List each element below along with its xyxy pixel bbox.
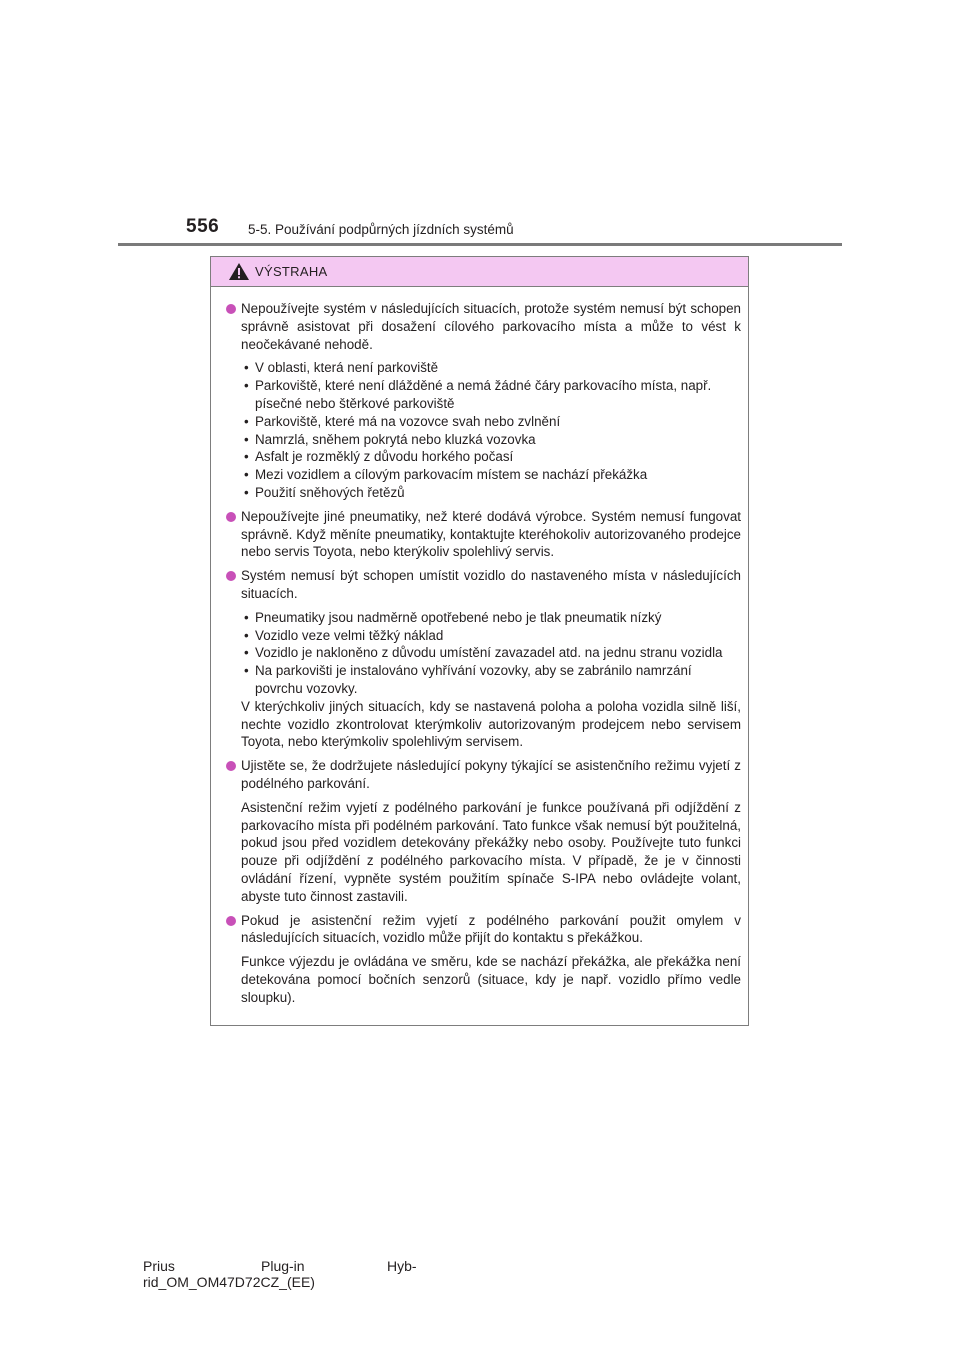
sub-item: • Použití sněhových řetězů <box>241 484 741 502</box>
sub-item: • Mezi vozidlem a cílovým parkovacím místem se nachází překážka <box>241 466 741 484</box>
warning-item <box>226 567 741 751</box>
sub-item: • Vozidlo je nakloněno z důvodu umístění zavazadel atd. na jednu stranu vozidla <box>241 644 741 662</box>
footer-word: Prius <box>143 1258 175 1274</box>
bullet-dot-icon <box>226 304 236 314</box>
bullet-dot-icon <box>226 761 236 771</box>
warning-triangle-icon <box>228 262 250 281</box>
warning-item-paragraph: Funkce výjezdu je ovládána ve směru, kde se nachází překážka, ale překážka není detekována pomocí bočních senzorů (situace, kdy je např. vozidlo přímo vedle sloupku). <box>241 954 741 1005</box>
bullet-dot-icon <box>226 571 236 581</box>
warning-item-text: Pokud je asistenční režim vyjetí z podélného parkování použit omylem v následujících situacích, vozidlo může přijít do kontaktu s překážkou. <box>241 912 741 946</box>
bullet-dot-icon <box>226 512 236 522</box>
sub-item: • Pneumatiky jsou nadměrně opotřebené nebo je tlak pneumatik nízký <box>241 609 741 627</box>
sub-item: • Parkoviště, které má na vozovce svah nebo zvlnění <box>241 413 741 431</box>
sub-item: • Na parkovišti je instalováno vyhřívání vozovky, aby se zabránilo namrzání povrchu vozovky. <box>241 662 741 698</box>
warning-item-text: Ujistěte se, že dodržujete následující pokyny týkající se asistenčního režimu vyjetí z podélného parkování. <box>241 758 741 791</box>
warning-item-text: Systém nemusí být schopen umístit vozidlo do nastaveného místa v následujících situacích. <box>241 568 741 601</box>
warning-item <box>226 912 741 1007</box>
warning-header <box>211 257 748 287</box>
warning-body <box>211 287 748 1006</box>
warning-item-note: V kterýchkoliv jiných situacích, kdy se nastavená poloha a poloha vozidla silně liší, nechte vozidlo zkontrolovat kterýmkoliv autorizovaným prodejcem nebo servisem Toyota, nebo kterýmkoliv spolehlivým servisem. <box>241 698 741 750</box>
footer-word: Plug-in <box>261 1258 305 1274</box>
section-title: 5-5. Používání podpůrných jízdních systémů <box>248 222 514 237</box>
page-number: 556 <box>186 216 220 237</box>
sub-item: • Namrzlá, sněhem pokrytá nebo kluzká vozovka <box>241 431 741 449</box>
warning-item-text: Nepoužívejte jiné pneumatiky, než které dodává výrobce. Systém nemusí fungovat správně. Když měníte pneumatiky, kontaktujte kteréhokoliv autorizovaného prodejce nebo servis Toyota, nebo kterýkoliv spolehlivý servis. <box>241 508 741 560</box>
footer-word: Hyb- <box>387 1258 417 1274</box>
warning-title: VÝSTRAHA <box>255 264 328 279</box>
sub-list <box>241 609 741 698</box>
warning-item <box>226 508 741 561</box>
sub-item: • Asfalt je rozměklý z důvodu horkého počasí <box>241 448 741 466</box>
warning-item <box>226 300 741 502</box>
warning-item-paragraph: Asistenční režim vyjetí z podélného parkování je funkce používaná při odjíždění z parkovacího místa při podélném parkování. Tato funkce však nemusí být použitelná, pokud jsou před vozidlem detekovány překážky nebo osoby. Používejte tuto funkci pouze při odjíždění z podélného parkovacího místa. V případě, že je v činnosti ovládání řízení, vypněte systém použitím spínače S-IPA nebo ovládejte volant, abyste tuto činnost zastavili. <box>241 799 741 904</box>
sub-list <box>241 359 741 501</box>
warning-item <box>226 757 741 905</box>
bullet-dot-icon <box>226 916 236 926</box>
footer-model <box>143 1258 417 1290</box>
sub-item: • Vozidlo veze velmi těžký náklad <box>241 627 741 645</box>
warning-item-text: Nepoužívejte systém v následujících situacích, protože systém nemusí být schopen správně asistovat při dosažení cílového parkovacího místa a může to vést k neočekávané nehodě. <box>241 301 741 352</box>
footer-code: rid_OM_OM47D72CZ_(EE) <box>143 1274 315 1290</box>
header-rule <box>118 243 842 246</box>
sub-item: • V oblasti, která není parkoviště <box>241 359 741 377</box>
sub-item: • Parkoviště, které není dlážděné a nemá žádné čáry parkovacího místa, např. písečné nebo štěrkové parkoviště <box>241 377 741 413</box>
warning-box <box>210 256 749 1026</box>
